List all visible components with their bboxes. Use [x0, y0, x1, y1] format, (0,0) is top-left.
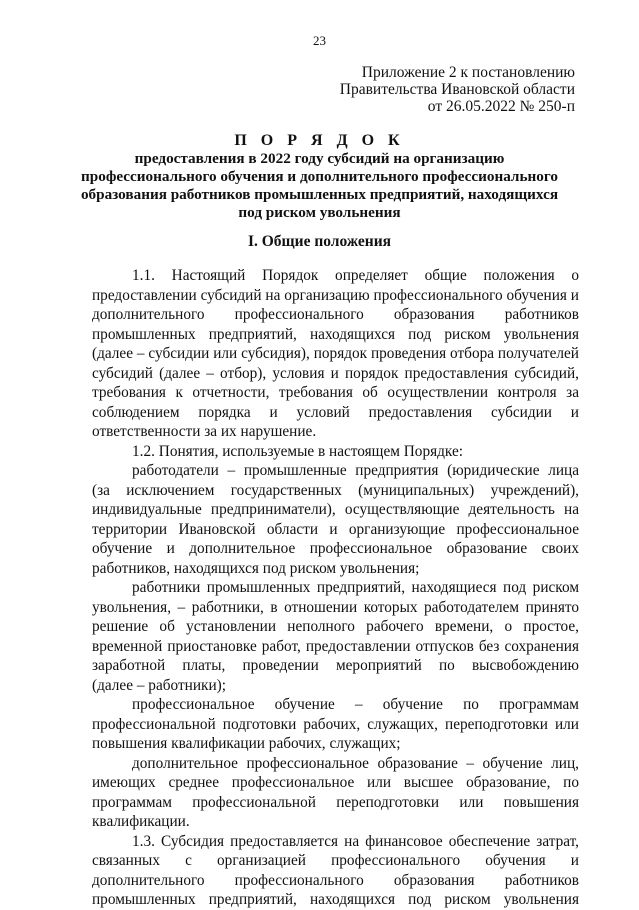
text-line: индивидуальные предприниматели), осуществляющие деятельность на [92, 501, 579, 518]
text-line: дополнительного профессионального образования работников [92, 871, 579, 889]
document-subtitle [70, 150, 569, 222]
text-line: территории Ивановской области и организующие профессиональное [92, 520, 579, 538]
appendix-reference [340, 64, 575, 115]
subtitle-line: под риском увольнения [238, 204, 401, 221]
text-line: временной приостановке работ, предоставлении отпусков без сохранения [92, 637, 579, 655]
section-heading: I. Общие положения [247, 233, 392, 250]
document-title: П О Р Я Д О К [234, 132, 405, 149]
text-line: промышленных предприятий, находящихся под риском увольнения [92, 891, 579, 908]
text-line: 1.1. Настоящий Порядок определяет общие положения о [132, 267, 579, 284]
text-line: решение об установлении неполного рабочего времени, о простое, [92, 618, 579, 635]
subtitle-line: образования работников промышленных предприятий, находящихся [80, 186, 559, 203]
text-line: повышения квалификации рабочих, служащих; [92, 735, 401, 752]
text-line: обучение и дополнительное профессиональное образование своих [92, 540, 579, 557]
text-line: профессиональной подготовки рабочих, служащих, переподготовки или [92, 715, 579, 733]
appendix-line: Правительства Ивановской области [339, 81, 575, 98]
text-line: 1.2. Понятия, используемые в настоящем Порядке: [132, 442, 464, 460]
body-text [92, 266, 579, 910]
text-line: субсидий (далее – отбор), условия и порядок предоставления субсидий, [92, 364, 579, 382]
subtitle-line: предоставления в 2022 году субсидий на организацию [134, 150, 505, 167]
text-line: связанных с организацией профессионального обучения и [92, 852, 579, 869]
text-line: работодатели – промышленные предприятия (юридические лица [132, 462, 579, 479]
appendix-line: Приложение 2 к постановлению [361, 64, 575, 81]
appendix-line: от 26.05.2022 № 250-п [427, 98, 575, 115]
text-line: работники промышленных предприятий, находящиеся под риском [132, 579, 579, 596]
text-line: соблюдением порядка и условий предоставления субсидии и [92, 403, 579, 421]
text-line: квалификации. [92, 813, 190, 830]
text-line: 1.3. Субсидия предоставляется на финансовое обеспечение затрат, [132, 832, 579, 850]
text-line: имеющих среднее профессиональное или высшее образование, по [92, 774, 579, 791]
text-line: программам профессиональной переподготовки или повышения [92, 793, 579, 811]
text-line: увольнения, – работники, в отношении которых работодателем принято [92, 598, 579, 616]
text-line: предоставлении субсидий на организацию профессионального обучения и [92, 286, 579, 304]
text-line: профессиональное обучение – обучение по программам [132, 696, 579, 713]
text-line: (далее – работники); [92, 676, 226, 694]
text-line: заработной платы, проведении мероприятий по высвобождению [92, 657, 579, 674]
text-line: (далее – субсидии или субсидия), порядок проведения отбора получателей [92, 345, 579, 362]
text-line: (за исключением государственных (муниципальных) учреждений), [92, 481, 579, 499]
text-line: промышленных предприятий, находящихся под риском увольнения [92, 325, 579, 343]
text-line: работников, находящихся под риском увольнения; [92, 559, 420, 577]
subtitle-line: профессионального обучения и дополнительного профессионального [81, 168, 558, 185]
text-line: дополнительное профессиональное образование – обучение лиц, [132, 754, 579, 772]
text-line: ответственности за их нарушение. [92, 423, 317, 440]
text-line: дополнительного профессионального образования работников [92, 306, 579, 323]
text-line: требования к отчетности, требования об осуществлении контроля за [92, 384, 579, 401]
page-number: 23 [313, 33, 326, 48]
